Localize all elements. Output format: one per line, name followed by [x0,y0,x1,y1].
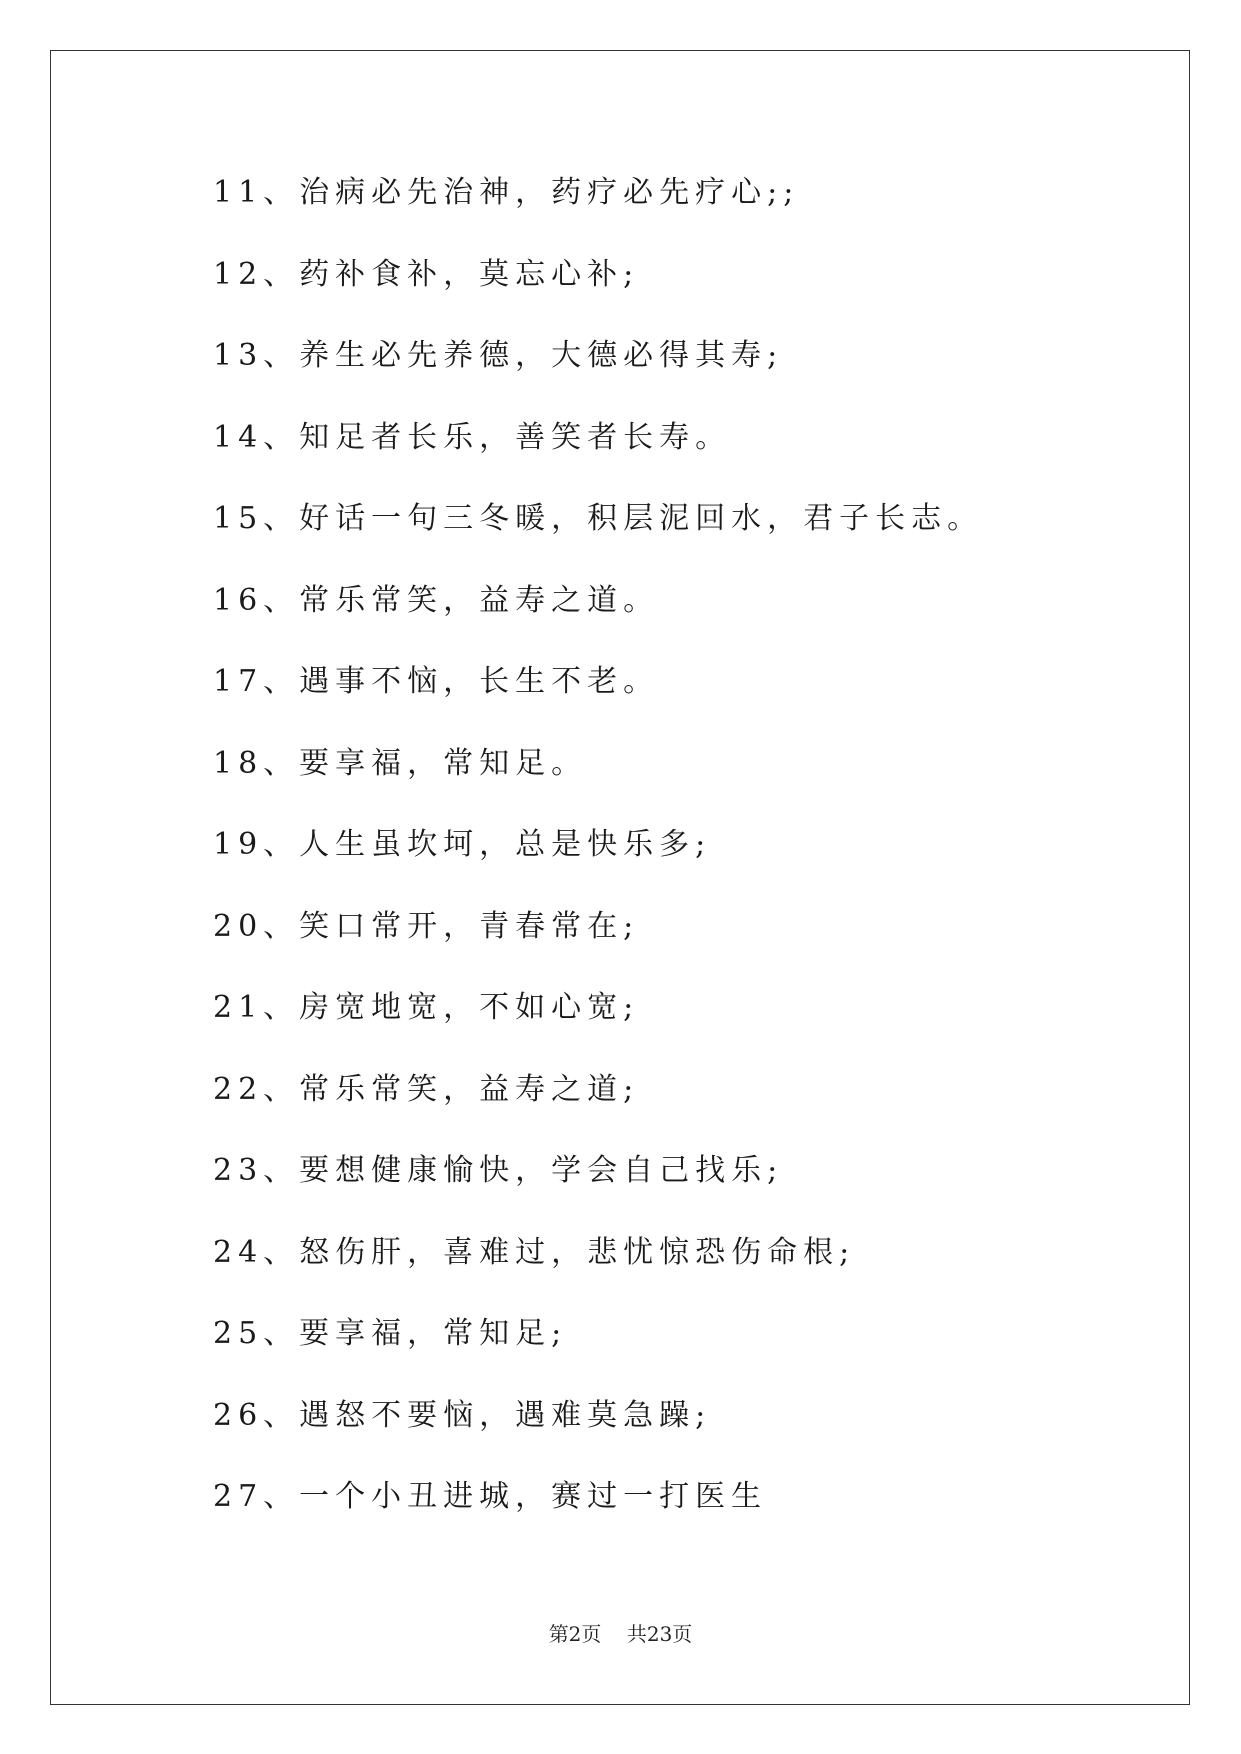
text-line-15: 15、好话一句三冬暖，积层泥回水，君子长志。 [213,501,984,536]
page-number-footer: 第2页 共23页 [548,1622,693,1646]
text-line-27: 27、一个小丑进城，赛过一打医生 [213,1479,768,1514]
text-line-25: 25、要享福，常知足; [213,1316,568,1351]
text-line-12: 12、药补食补，莫忘心补; [213,256,640,292]
text-line-18: 18、要享福，常知足。 [213,745,588,781]
text-line-16: 16、常乐常笑，益寿之道。 [213,582,660,618]
text-line-21: 21、房宽地宽，不如心宽; [213,990,640,1025]
text-line-17: 17、遇事不恼，长生不老。 [213,664,660,699]
text-line-20: 20、笑口常开，青春常在; [213,908,640,944]
text-line-19: 19、人生虽坎坷，总是快乐多; [213,827,712,862]
text-line-23: 23、要想健康愉快，学会自己找乐; [213,1153,784,1188]
text-line-22: 22、常乐常笑，益寿之道; [213,1071,640,1107]
text-lines [213,166,983,1552]
text-line-26: 26、遇怒不要恼，遇难莫急躁; [213,1397,712,1433]
text-line-11: 11、治病必先治神，药疗必先疗心;; [213,175,800,210]
text-line-13: 13、养生必先养德，大德必得其寿; [213,338,784,373]
text-line-14: 14、知足者长乐，善笑者长寿。 [213,419,732,455]
text-line-24: 24、怒伤肝，喜难过，悲忧惊恐伤命根; [213,1234,856,1270]
